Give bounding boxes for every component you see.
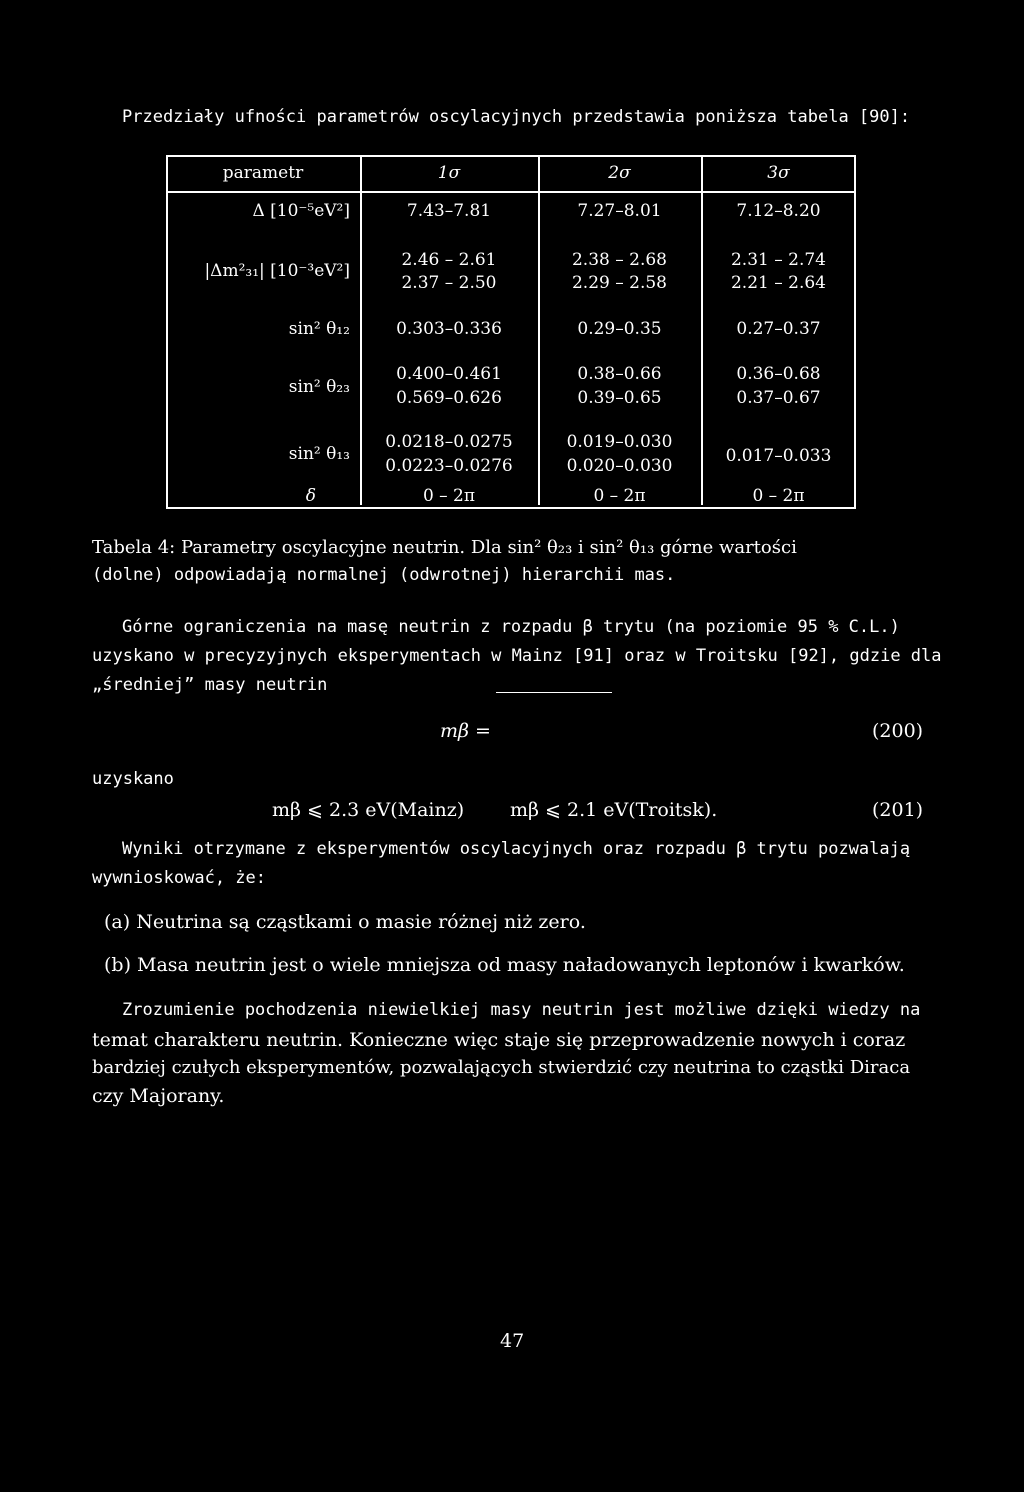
equation-201-troitsk: mβ ⩽ 2.1 eV(Troitsk).: [510, 799, 718, 821]
table-header-cell: 1σ: [437, 163, 461, 183]
table-cell: 7.43–7.81: [406, 201, 492, 221]
table-cell: 7.12–8.20: [736, 201, 821, 221]
intro-text: Przedziały ufności parametrów oscylacyjnych przedstawia poniższa tabela [90]:: [122, 107, 911, 127]
table-row-param: sin² θ₂₃: [288, 377, 350, 397]
table-header-cell: 3σ: [767, 163, 790, 183]
table-cell: 0.37–0.67: [736, 388, 821, 408]
equation-200: mβ =: [440, 720, 491, 742]
table-header-rule: [166, 191, 856, 193]
equation-overline: [496, 692, 612, 693]
paragraph-line: „średniej” masy neutrin: [92, 675, 328, 695]
table-caption-line: (dolne) odpowiadają normalnej (odwrotnej) hierarchii mas.: [92, 565, 676, 585]
paragraph-line: bardziej czułych eksperymentów, pozwalających stwierdzić czy neutrina to cząstki Diraca: [92, 1057, 911, 1078]
table-cell: 0.303–0.336: [396, 319, 502, 339]
paragraph-line: Górne ograniczenia na masę neutrin z rozpadu β trytu (na poziomie 95 % C.L.): [122, 617, 900, 637]
table-caption-line: Tabela 4: Parametry oscylacyjne neutrin. Dla sin² θ₂₃ i sin² θ₁₃ górne wartości: [92, 537, 797, 558]
table-header-cell: parametr: [222, 163, 304, 183]
table-cell: 0.400–0.461: [396, 364, 502, 384]
paragraph-line: temat charakteru neutrin. Konieczne więc staje się przeprowadzenie nowych i coraz: [92, 1029, 906, 1051]
table-cell: 0 – 2π: [752, 486, 805, 506]
paragraph-line: wywnioskować, że:: [92, 868, 266, 888]
list-item: (b) Masa neutrin jest o wiele mniejsza od masy naładowanych leptonów i kwarków.: [104, 954, 905, 976]
table-cell: 7.27–8.01: [577, 201, 662, 221]
list-item: (a) Neutrina są cząstkami o masie różnej niż zero.: [104, 911, 586, 933]
table-cell: 0.569–0.626: [396, 388, 502, 408]
table-cell: 2.31 – 2.74: [730, 250, 826, 270]
paragraph-line: czy Majorany.: [92, 1085, 225, 1107]
table-cell: 0.0223–0.0276: [385, 456, 513, 476]
equation-number: (201): [872, 799, 924, 821]
table-cell: 0.27–0.37: [736, 319, 821, 339]
table-cell: 0 – 2π: [422, 486, 476, 506]
table-row-param: δ: [305, 486, 316, 506]
table-cell: 0.38–0.66: [577, 364, 662, 384]
page-number: 47: [500, 1330, 525, 1352]
table-cell: 2.29 – 2.58: [571, 273, 667, 293]
oscillation-parameters-table: [166, 155, 856, 510]
table-cell: 2.46 – 2.61: [401, 250, 497, 270]
paragraph-line: Wyniki otrzymane z eksperymentów oscylacyjnych oraz rozpadu β trytu pozwalają: [122, 839, 911, 859]
paragraph-line: uzyskano w precyzyjnych eksperymentach w Mainz [91] oraz w Troitsku [92], gdzie dla: [92, 646, 942, 666]
table-row-param: Δ [10⁻⁵eV²]: [252, 201, 350, 221]
equation-number: (200): [872, 720, 924, 742]
table-row-param: sin² θ₁₃: [288, 444, 350, 464]
table-cell: 0.0218–0.0275: [385, 432, 513, 452]
paragraph-line: uzyskano: [92, 769, 174, 789]
table-cell: 0.29–0.35: [577, 319, 662, 339]
table-row-param: sin² θ₁₂: [288, 319, 350, 339]
table-cell: 0.020–0.030: [566, 456, 673, 476]
equation-201-mainz: mβ ⩽ 2.3 eV(Mainz): [272, 799, 465, 821]
table-cell: 0.019–0.030: [566, 432, 673, 452]
table-cell: 2.21 – 2.64: [730, 273, 826, 293]
table-row-param: |Δm²₃₁| [10⁻³eV²]: [204, 261, 350, 281]
table-cell: 0.39–0.65: [577, 388, 662, 408]
table-cell: 0 – 2π: [593, 486, 646, 506]
paragraph-line: Zrozumienie pochodzenia niewielkiej masy neutrin jest możliwe dzięki wiedzy na: [122, 1000, 921, 1020]
table-cell: 2.37 – 2.50: [401, 273, 497, 293]
table-cell: 2.38 – 2.68: [571, 250, 667, 270]
table-header-cell: 2σ: [608, 163, 631, 183]
table-cell: 0.017–0.033: [725, 446, 832, 466]
table-cell: 0.36–0.68: [736, 364, 821, 384]
